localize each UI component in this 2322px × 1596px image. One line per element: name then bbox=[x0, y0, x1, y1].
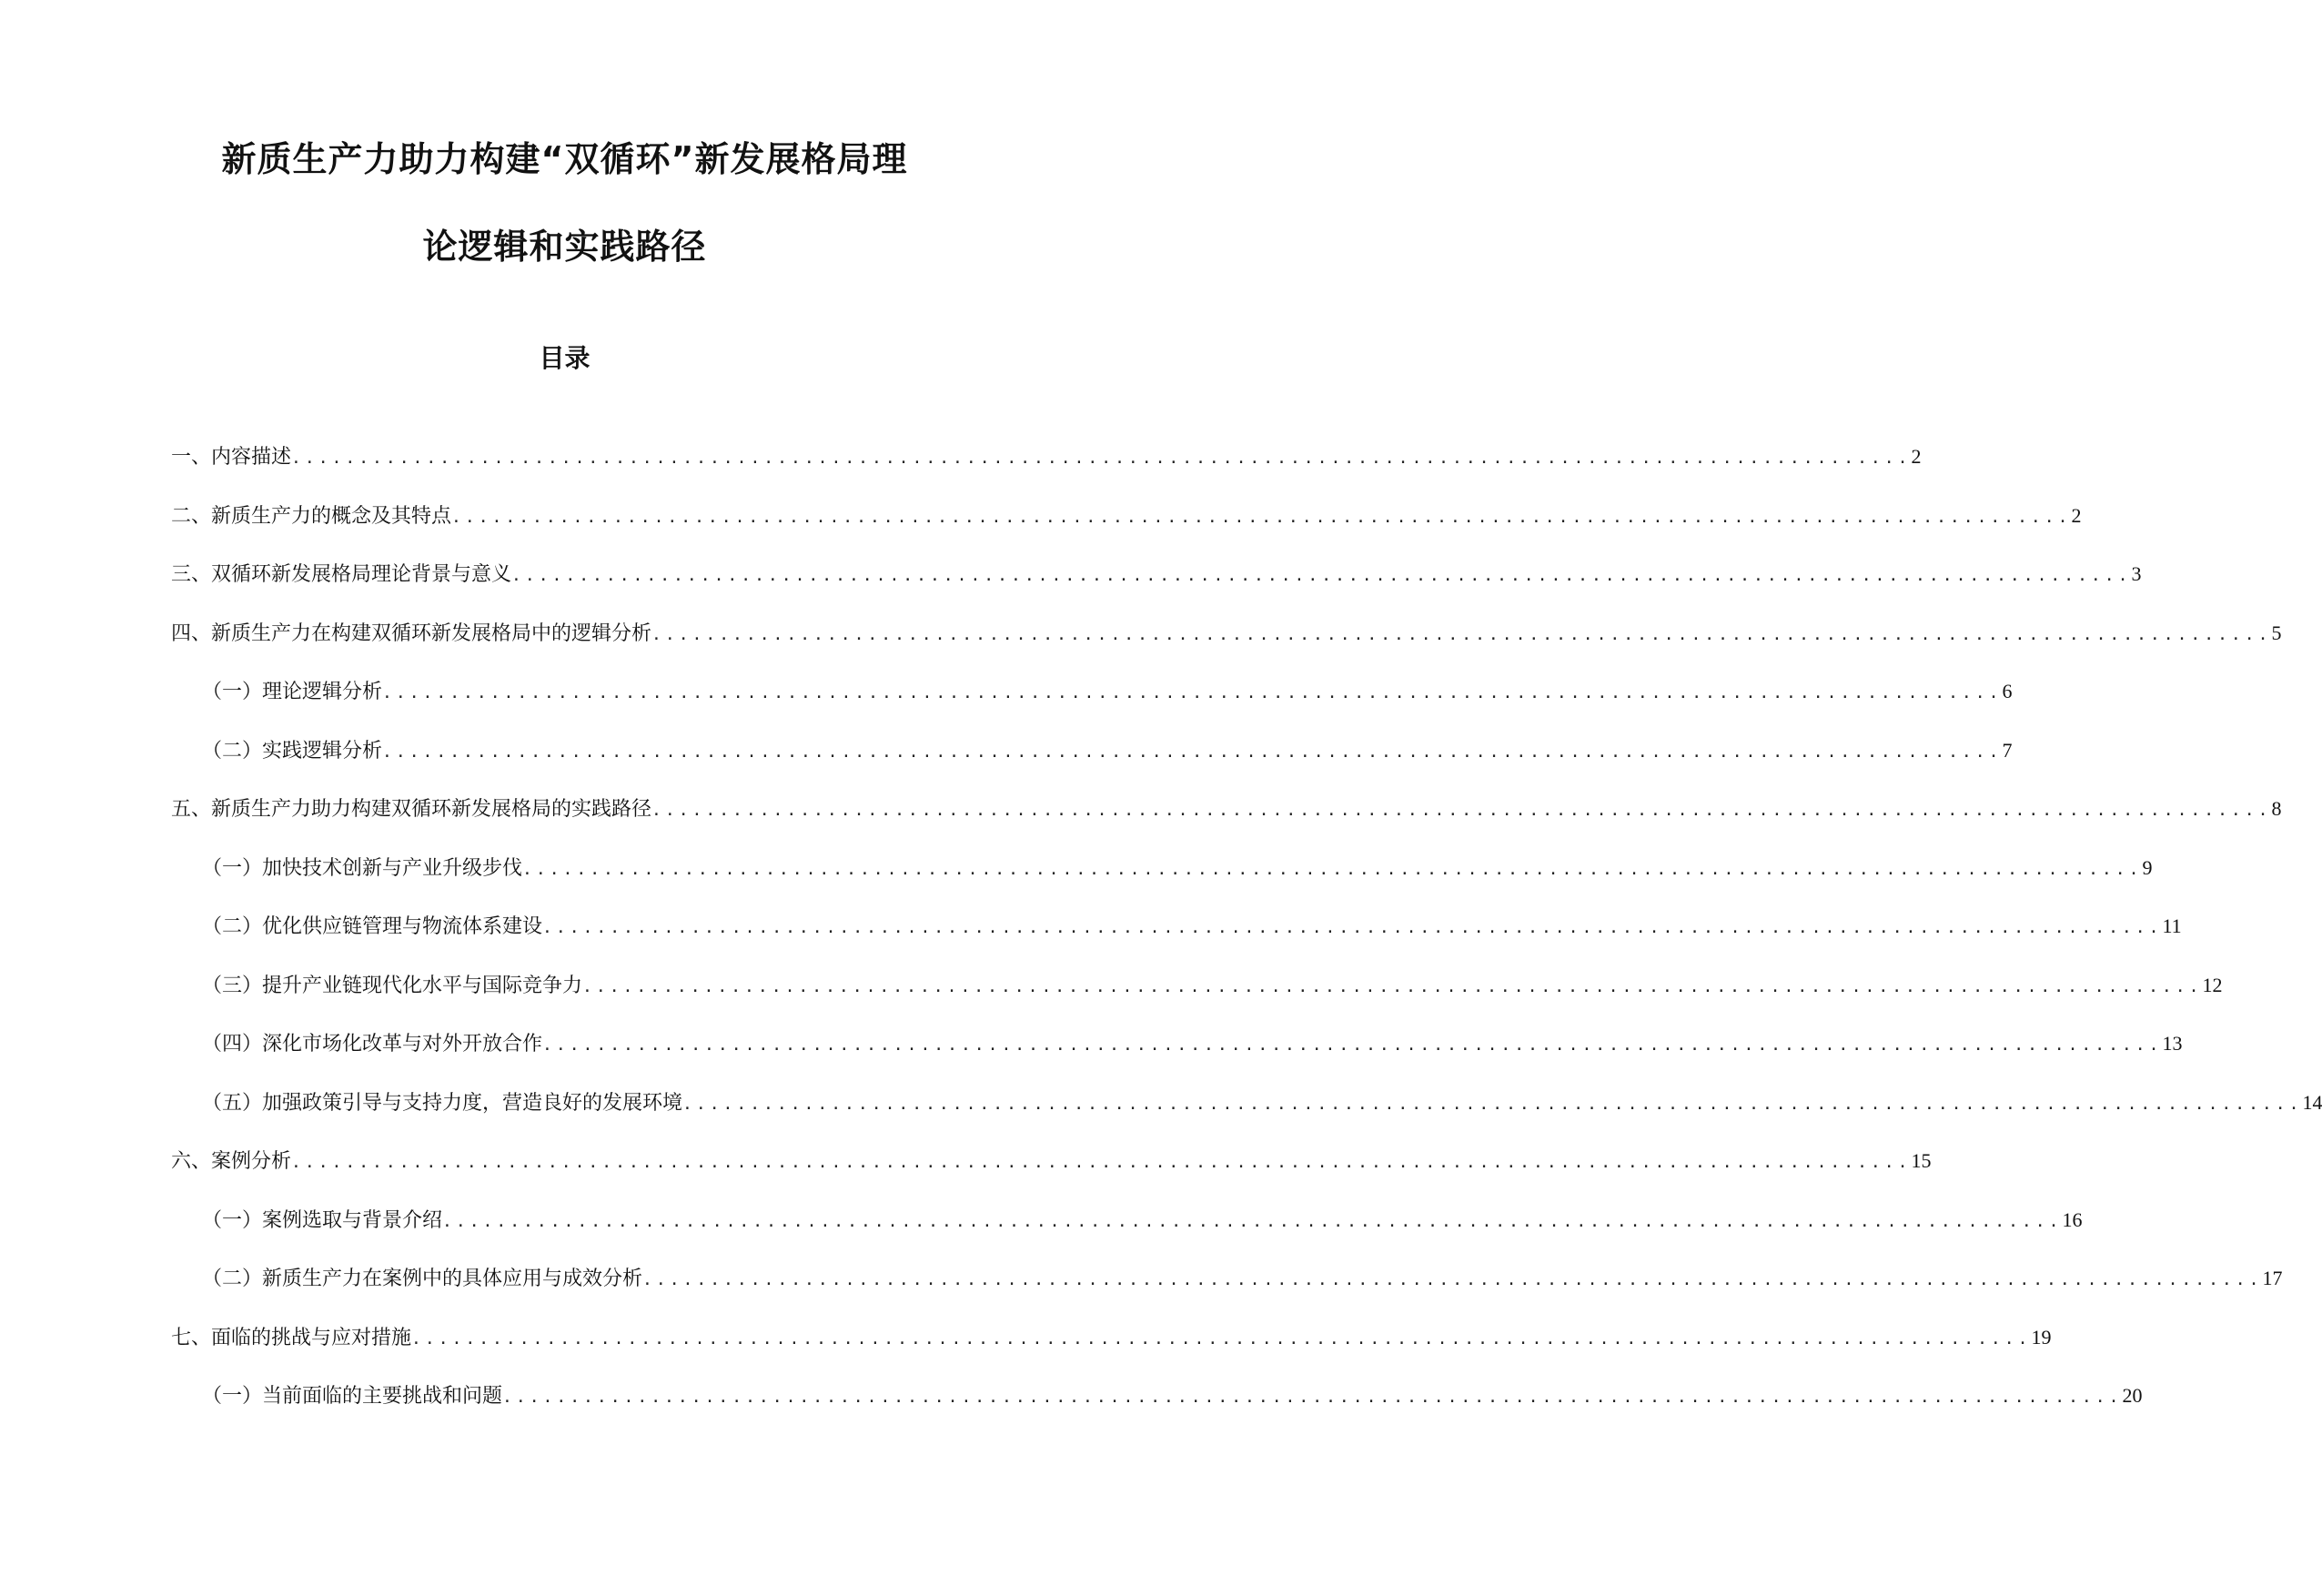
toc-entry[interactable] bbox=[202, 1263, 2283, 1294]
toc-page-number: 12 bbox=[2202, 973, 2223, 996]
toc-dot-leader: ........................................................................................................................ bbox=[291, 1153, 1912, 1172]
toc-entry[interactable] bbox=[171, 441, 1922, 472]
toc-page-number: 7 bbox=[2002, 738, 2013, 762]
toc-entry-title: （一）理论逻辑分析 bbox=[202, 681, 383, 703]
toc-entry-title: （一）当前面临的主要挑战和问题 bbox=[202, 1385, 503, 1408]
toc-entry[interactable] bbox=[171, 500, 2082, 531]
toc-entry[interactable] bbox=[202, 970, 2223, 1001]
toc-entry[interactable] bbox=[202, 853, 2153, 884]
toc-dot-leader: ........................................................................................................................ bbox=[511, 566, 2132, 585]
toc-page-number: 6 bbox=[2002, 680, 2013, 702]
toc-dot-leader: ........................................................................................................................ bbox=[642, 1270, 2263, 1289]
toc-entry[interactable] bbox=[171, 559, 2142, 590]
toc-page-number: 16 bbox=[2062, 1207, 2083, 1231]
toc-dot-leader: ........................................................................................................................ bbox=[651, 624, 2272, 644]
toc-dot-leader: ........................................................................................................................ bbox=[522, 859, 2143, 879]
toc-entry-title: 四、新质生产力在构建双循环新发展格局中的逻辑分析 bbox=[171, 621, 652, 645]
toc-entry-title: 七、面临的挑战与应对措施 bbox=[171, 1326, 412, 1349]
toc-dot-leader: ........................................................................................................................ bbox=[502, 1388, 2123, 1407]
toc-entry[interactable] bbox=[171, 793, 2282, 824]
toc-page-number: 11 bbox=[2162, 914, 2182, 937]
toc-page-number: 8 bbox=[2271, 797, 2282, 820]
toc-entry[interactable] bbox=[202, 1380, 2143, 1411]
toc-entry-title: （二）实践逻辑分析 bbox=[202, 739, 383, 763]
toc-dot-leader: ........................................................................................................................ bbox=[382, 683, 2003, 702]
toc-entry[interactable] bbox=[202, 676, 2013, 707]
toc-dot-leader: ........................................................................................................................ bbox=[451, 507, 2072, 527]
toc-dot-leader: ........................................................................................................................ bbox=[382, 742, 2003, 762]
toc-dot-leader: ........................................................................................................................ bbox=[542, 1035, 2163, 1055]
toc-dot-leader: ........................................................................................................................ bbox=[411, 1328, 2032, 1349]
toc-entry-title: 一、内容描述 bbox=[171, 446, 292, 469]
document-title-line-2: 论逻辑和实践路径 bbox=[422, 227, 707, 267]
toc-page-number: 3 bbox=[2131, 562, 2142, 585]
toc-entry-title: （三）提升产业链现代化水平与国际竞争力 bbox=[202, 974, 583, 997]
toc-entry[interactable] bbox=[202, 1205, 2083, 1236]
toc-entry-title: 六、案例分析 bbox=[171, 1150, 292, 1173]
toc-page-number: 14 bbox=[2302, 1090, 2322, 1114]
toc-page-number: 2 bbox=[2071, 503, 2082, 527]
toc-dot-leader: ........................................................................................................................ bbox=[582, 976, 2203, 996]
toc-entry[interactable] bbox=[202, 1028, 2183, 1059]
toc-page-number: 15 bbox=[1911, 1149, 1932, 1172]
toc-entry[interactable] bbox=[202, 1087, 2322, 1118]
toc-entry-title: （二）优化供应链管理与物流体系建设 bbox=[202, 915, 543, 938]
toc-page-number: 19 bbox=[2031, 1325, 2052, 1349]
toc-dot-leader: ........................................................................................................................ bbox=[682, 1094, 2303, 1114]
toc-dot-leader: ........................................................................................................................ bbox=[442, 1211, 2063, 1231]
toc-entry-title: （二）新质生产力在案例中的具体应用与成效分析 bbox=[202, 1268, 643, 1290]
toc-page-number: 13 bbox=[2162, 1032, 2183, 1055]
toc-entry-title: （五）加强政策引导与支持力度，营造良好的发展环境 bbox=[202, 1091, 683, 1115]
toc-entry[interactable] bbox=[171, 1322, 2052, 1353]
toc-entry[interactable] bbox=[171, 618, 2282, 649]
toc-entry[interactable] bbox=[171, 1146, 1932, 1177]
toc-entry-title: （一）加快技术创新与产业升级步伐 bbox=[202, 856, 523, 880]
toc-entry[interactable] bbox=[202, 735, 2013, 766]
toc-dot-leader: ........................................................................................................................ bbox=[542, 918, 2163, 937]
toc-page-number: 20 bbox=[2122, 1384, 2143, 1407]
toc-page-number: 2 bbox=[1911, 445, 1922, 468]
toc-page-number: 9 bbox=[2142, 855, 2153, 879]
toc-entry-title: 二、新质生产力的概念及其特点 bbox=[171, 504, 452, 528]
document-title-line-1: 新质生产力助力构建“双循环”新发展格局理 bbox=[221, 139, 908, 179]
toc-entry[interactable] bbox=[202, 911, 2182, 942]
toc-dot-leader: ........................................................................................................................ bbox=[651, 801, 2272, 820]
toc-entry-title: 五、新质生产力助力构建双循环新发展格局的实践路径 bbox=[171, 798, 652, 821]
toc-entry-title: （四）深化市场化改革与对外开放合作 bbox=[202, 1033, 543, 1056]
toc-entry-title: （一）案例选取与背景介绍 bbox=[202, 1208, 443, 1232]
toc-page-number: 5 bbox=[2271, 621, 2282, 644]
toc-entry-title: 三、双循环新发展格局理论背景与意义 bbox=[171, 563, 512, 586]
toc-page-number: 17 bbox=[2262, 1267, 2283, 1289]
toc-dot-leader: ........................................................................................................................ bbox=[291, 449, 1912, 468]
toc-heading: 目录 bbox=[539, 343, 591, 373]
